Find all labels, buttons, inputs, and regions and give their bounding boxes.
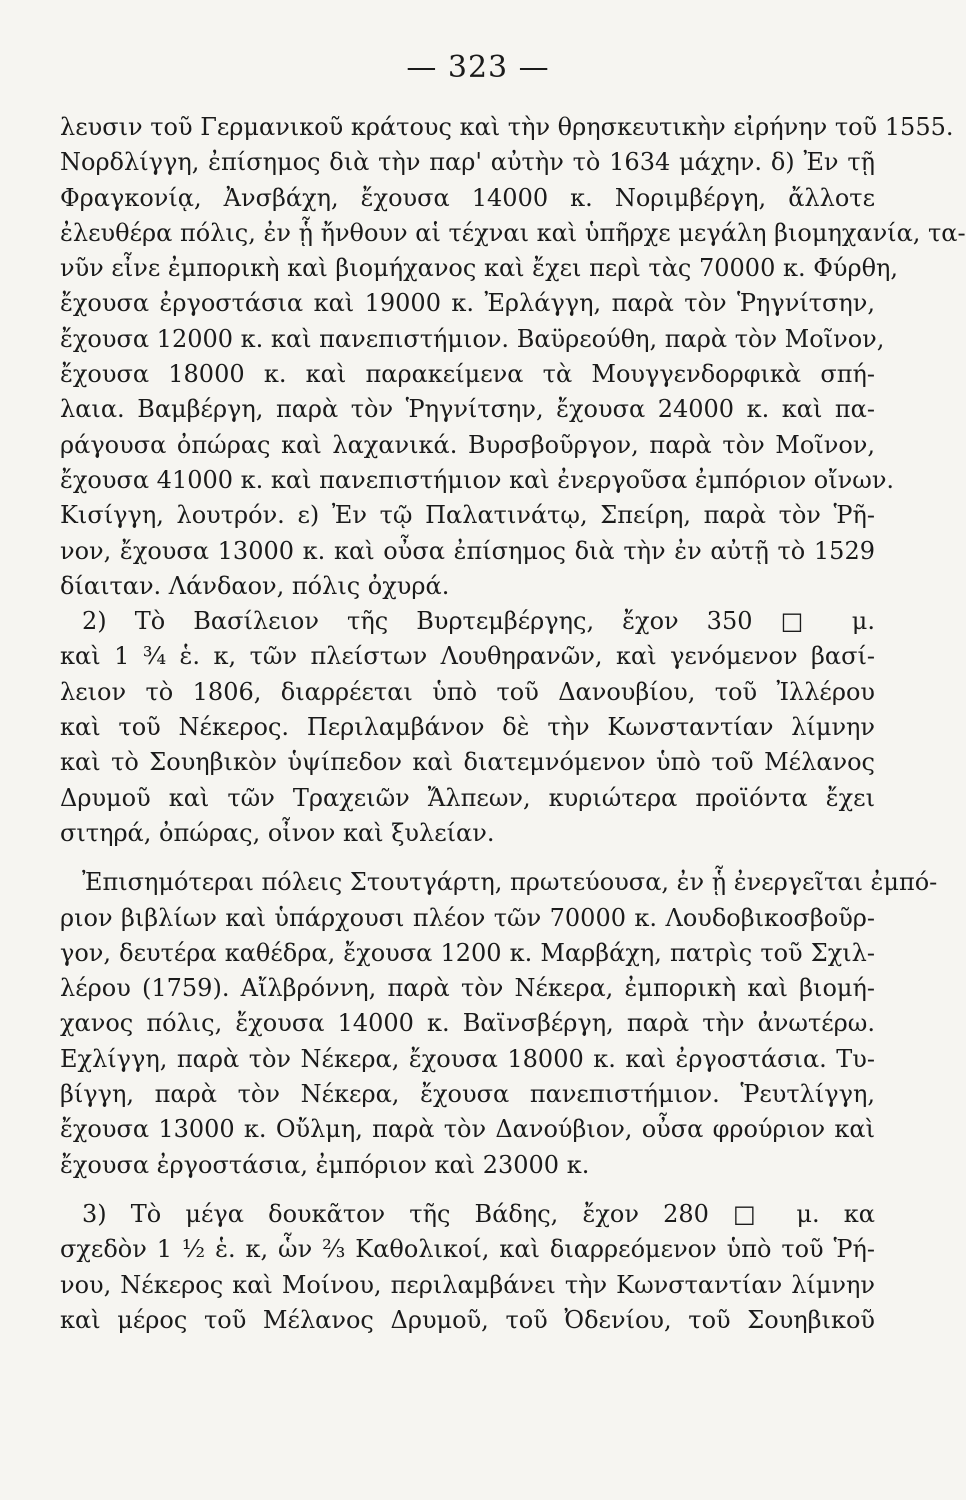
text-line: λευσιν τοῦ Γερμανικοῦ κράτους καὶ τὴν θρησκευτικὴν εἰρήνην τοῦ 1555. [60,113,954,141]
text-line: λέρου (1759). Αἴλβρόννη, παρὰ τὸν Νέκερα, ἐμπορικὴ καὶ βιομή- [60,974,875,1003]
page-number: — 323 — [406,50,550,85]
paragraph [60,865,938,1183]
text-line: νῦν εἶνε ἐμπορικὴ καὶ βιομήχανος καὶ ἔχει περὶ τὰς 70000 κ. Φύρθη, [60,254,899,283]
text-line: καὶ τοῦ Νέκερος. Περιλαμβάνον δὲ τὴν Κωνσταντίαν λίμνην [60,713,875,742]
paragraph [60,110,966,604]
text-line: ἔχουσα ἐργοστάσια, ἐμπόριον καὶ 23000 κ. [60,1150,590,1179]
text-line: Ἐπισημότεραι πόλεις Στουτγάρτη, πρωτεύουσα, ἐν ᾗ ἐνεργεῖται ἐμπό- [82,868,938,897]
text-line: βίγγη, παρὰ τὸν Νέκερα, ἔχουσα πανεπιστήμιον. Ῥευτλίγγη, [60,1080,875,1109]
text-line: νον, ἔχουσα 13000 κ. καὶ οὖσα ἐπίσημος διὰ τὴν ἐν αὐτῇ τὸ 1529 [60,536,875,565]
text-line: χανος πόλις, ἔχουσα 14000 κ. Βαϊνσβέργη, παρὰ τὴν ἀνωτέρω. [60,1009,875,1038]
text-line: Εχλίγγη, παρὰ τὸν Νέκερα, ἔχουσα 18000 κ. καὶ ἐργοστάσια. Τυ- [60,1044,875,1073]
text-line: ἔχουσα 41000 κ. καὶ πανεπιστήμιον καὶ ἐνεργοῦσα ἐμπόριον οἴνων. [60,465,895,494]
text-line: σχεδὸν 1 ½ ἑ. κ, ὧν ⅔ Καθολικοί, καὶ διαρρεόμενον ὑπὸ τοῦ Ῥή- [60,1235,875,1264]
text-line: λειον τὸ 1806, διαρρέεται ὑπὸ τοῦ Δανουβίου, τοῦ Ἰλλέρου [60,677,875,706]
text-line: λαια. Βαμβέργη, παρὰ τὸν Ῥηγνίτσην, ἔχουσα 24000 κ. καὶ πα- [60,395,875,424]
text-line: ἔχουσα 13000 κ. Οὔλμη, παρὰ τὸν Δανούβιον, οὖσα φρούριον καὶ [60,1115,875,1144]
text-line: ἔχουσα ἐργοστάσια καὶ 19000 κ. Ἐρλάγγη, παρὰ τὸν Ῥηγνίτσην, [60,289,875,318]
text-line: ἔχουσα 12000 κ. καὶ πανεπιστήμιον. Βαϋρεούθη, παρὰ τὸν Μοῖνον, [60,324,885,353]
text-line: 3) Τὸ μέγα δουκᾶτον τῆς Βάδης, ἔχον 280 □ μ. κα [82,1199,875,1228]
paragraph [60,1197,875,1338]
text-line: ἐλευθέρα πόλις, ἐν ᾗ ἤνθουν αἱ τέχναι καὶ ὑπῆρχε μεγάλη βιομηχανία, τα- [60,218,966,247]
page-text [60,110,966,1338]
text-line: Νορδλίγγη, ἐπίσημος διὰ τὴν παρ' αὐτὴν τὸ 1634 μάχην. δ) Ἐν τῇ [60,148,875,177]
text-line: καὶ 1 ¾ ἑ. κ, τῶν πλείστων Λουθηρανῶν, καὶ γενόμενον βασί- [60,642,875,671]
text-line: νου, Νέκερος καὶ Μοίνου, περιλαμβάνει τὴν Κωνσταντίαν λίμνην [60,1270,875,1299]
text-line: καὶ τὸ Σουηβικὸν ὑψίπεδον καὶ διατεμνόμενον ὑπὸ τοῦ Μέλανος [60,748,875,777]
text-line: Κισίγγη, λουτρόν. ε) Ἐν τῷ Παλατινάτῳ, Σπείρη, παρὰ τὸν Ῥῆ- [60,501,875,530]
text-line: γον, δευτέρα καθέδρα, ἔχουσα 1200 κ. Μαρβάχη, πατρὶς τοῦ Σχιλ- [60,938,875,967]
text-line: ἔχουσα 18000 κ. καὶ παρακείμενα τὰ Μουγγενδορφικὰ σπή- [60,360,875,389]
paragraph [60,604,875,851]
text-line: Φραγκονίᾳ, Ἀνσβάχη, ἔχουσα 14000 κ. Νοριμβέργη, ἄλλοτε [60,183,875,212]
text-line: καὶ μέρος τοῦ Μέλανος Δρυμοῦ, τοῦ Ὀδενίου, τοῦ Σουηβικοῦ [60,1305,875,1334]
text-line: δίαιταν. Λάνδαον, πόλις ὀχυρά. [60,571,450,600]
text-line: 2) Τὸ Βασίλειον τῆς Βυρτεμβέργης, ἔχον 350 □ μ. [82,607,875,636]
text-line: Δρυμοῦ καὶ τῶν Τραχειῶν Ἄλπεων, κυριώτερα προϊόντα ἔχει [60,783,875,812]
text-line: σιτηρά, ὀπώρας, οἶνον καὶ ξυλείαν. [60,818,495,847]
text-line: ράγουσα ὀπώρας καὶ λαχανικά. Βυρσβοῦργον, παρὰ τὸν Μοῖνον, [60,430,875,459]
text-line: ριον βιβλίων καὶ ὑπάρχουσι πλέον τῶν 70000 κ. Λουδοβικοσβοῦρ- [60,903,875,932]
